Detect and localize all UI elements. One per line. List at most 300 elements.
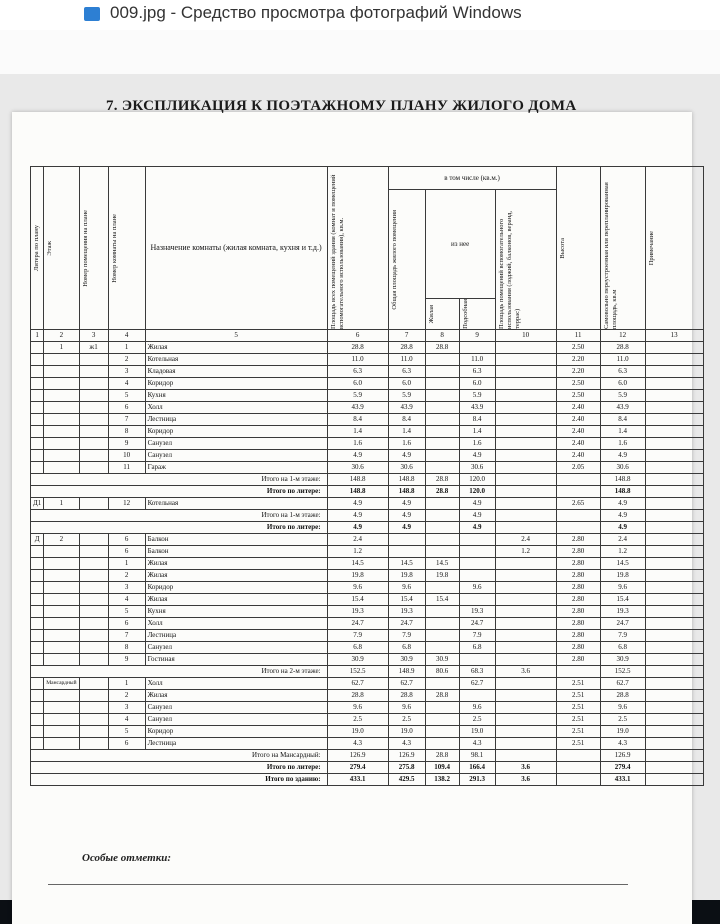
- cell-purpose: Балкон: [145, 534, 327, 546]
- column-index-cell: 7: [388, 330, 425, 342]
- cell-height: 2.80: [556, 534, 600, 546]
- cell-aux: [495, 630, 556, 642]
- table-row: [31, 606, 704, 618]
- cell-height: 2.80: [556, 546, 600, 558]
- cell-premise: [79, 714, 108, 726]
- total-cell-unauth: 148.8: [600, 486, 645, 498]
- cell-purpose: Балкон: [145, 546, 327, 558]
- cell-litera: [31, 618, 44, 630]
- cell-litera: [31, 354, 44, 366]
- cell-unauth: 28.8: [600, 690, 645, 702]
- total-label: Итого по зданию:: [31, 774, 328, 786]
- column-index-cell: 1: [31, 330, 44, 342]
- cell-premise: [79, 702, 108, 714]
- cell-height: 2.40: [556, 438, 600, 450]
- cell-purpose: Коридор: [145, 426, 327, 438]
- cell-room: 3: [108, 366, 145, 378]
- cell-utility: 62.7: [459, 678, 495, 690]
- column-index-cell: 12: [600, 330, 645, 342]
- total-cell-living-premise: 126.9: [388, 750, 425, 762]
- total-cell-height: [556, 510, 600, 522]
- cell-living-premise: 4.3: [388, 738, 425, 750]
- cell-utility: 1.6: [459, 438, 495, 450]
- cell-premise: [79, 438, 108, 450]
- cell-floor: [44, 426, 79, 438]
- table-row: [31, 546, 704, 558]
- litera-total-row: [31, 522, 704, 534]
- col-header-total-area: Площадь всех помещений здания (комнат и помещений вспомогательного использования), кв.м.: [329, 174, 345, 329]
- cell-note: [645, 738, 703, 750]
- cell-height: 2.80: [556, 570, 600, 582]
- total-cell-living-premise: 148.8: [388, 474, 425, 486]
- cell-note: [645, 366, 703, 378]
- column-index-cell: 4: [108, 330, 145, 342]
- cell-floor: [44, 546, 79, 558]
- cell-floor: [44, 462, 79, 474]
- cell-purpose: Санузел: [145, 714, 327, 726]
- cell-room: 7: [108, 414, 145, 426]
- notes-line: [48, 884, 628, 885]
- cell-utility: 43.9: [459, 402, 495, 414]
- cell-litera: [31, 450, 44, 462]
- cell-floor: [44, 690, 79, 702]
- cell-living-premise: 6.3: [388, 366, 425, 378]
- col-header-aux-area: Площадь помещений вспомогательного использования (лоджий, балконов, веранд, террас): [497, 211, 521, 329]
- total-cell-unauth: 126.9: [600, 750, 645, 762]
- cell-living-premise: 24.7: [388, 618, 425, 630]
- cell-unauth: 2.5: [600, 714, 645, 726]
- cell-living: [425, 702, 459, 714]
- cell-unauth: 6.8: [600, 642, 645, 654]
- cell-purpose: Лестница: [145, 414, 327, 426]
- cell-note: [645, 378, 703, 390]
- cell-purpose: Холл: [145, 618, 327, 630]
- cell-note: [645, 702, 703, 714]
- cell-height: 2.50: [556, 342, 600, 354]
- total-cell-unauth: 433.1: [600, 774, 645, 786]
- cell-room: 9: [108, 438, 145, 450]
- cell-litera: [31, 714, 44, 726]
- cell-premise: [79, 414, 108, 426]
- cell-total: 4.9: [327, 450, 388, 462]
- cell-aux: [495, 582, 556, 594]
- cell-utility: 30.6: [459, 462, 495, 474]
- cell-purpose: Холл: [145, 402, 327, 414]
- cell-living: [425, 606, 459, 618]
- cell-living: [425, 726, 459, 738]
- cell-living: [425, 534, 459, 546]
- total-cell-note: [645, 510, 703, 522]
- cell-unauth: 14.5: [600, 558, 645, 570]
- cell-note: [645, 414, 703, 426]
- cell-room: 8: [108, 426, 145, 438]
- cell-room: 6: [108, 402, 145, 414]
- cell-litera: [31, 702, 44, 714]
- litera-total-row: [31, 486, 704, 498]
- cell-litera: [31, 546, 44, 558]
- cell-litera: [31, 738, 44, 750]
- table-row: [31, 678, 704, 690]
- cell-total: 1.6: [327, 438, 388, 450]
- cell-floor: [44, 390, 79, 402]
- cell-living: [425, 390, 459, 402]
- cell-aux: [495, 690, 556, 702]
- cell-room: 5: [108, 390, 145, 402]
- cell-living: [425, 630, 459, 642]
- total-cell-note: [645, 474, 703, 486]
- col-header-floor: Этаж: [46, 240, 54, 256]
- cell-height: 2.40: [556, 414, 600, 426]
- cell-living-premise: 6.0: [388, 378, 425, 390]
- table-row: [31, 450, 704, 462]
- cell-utility: 9.6: [459, 702, 495, 714]
- column-index-cell: 10: [495, 330, 556, 342]
- cell-living-premise: 1.6: [388, 438, 425, 450]
- col-header-utility: Подсобная: [461, 299, 469, 329]
- total-cell-height: [556, 750, 600, 762]
- cell-premise: [79, 654, 108, 666]
- cell-note: [645, 642, 703, 654]
- cell-total: 9.6: [327, 702, 388, 714]
- cell-room: 7: [108, 630, 145, 642]
- cell-floor: [44, 558, 79, 570]
- cell-total: 1.2: [327, 546, 388, 558]
- cell-purpose: Кухня: [145, 606, 327, 618]
- cell-note: [645, 462, 703, 474]
- cell-living-premise: 5.9: [388, 390, 425, 402]
- cell-unauth: 15.4: [600, 594, 645, 606]
- cell-utility: 5.9: [459, 390, 495, 402]
- cell-aux: [495, 714, 556, 726]
- total-cell-height: [556, 666, 600, 678]
- cell-room: 10: [108, 450, 145, 462]
- cell-litera: [31, 378, 44, 390]
- total-cell-total: 4.9: [327, 522, 388, 534]
- cell-total: 6.0: [327, 378, 388, 390]
- column-index-cell: 11: [556, 330, 600, 342]
- cell-total: 19.8: [327, 570, 388, 582]
- cell-living-premise: 4.9: [388, 498, 425, 510]
- cell-height: 2.80: [556, 558, 600, 570]
- cell-room: 4: [108, 378, 145, 390]
- table-row: [31, 498, 704, 510]
- total-cell-living-premise: 148.9: [388, 666, 425, 678]
- cell-utility: [459, 690, 495, 702]
- cell-total: 30.6: [327, 462, 388, 474]
- total-cell-utility: 166.4: [459, 762, 495, 774]
- table-row: [31, 558, 704, 570]
- total-cell-aux: 3.6: [495, 762, 556, 774]
- cell-living: [425, 546, 459, 558]
- cell-room: 3: [108, 582, 145, 594]
- table-row: [31, 402, 704, 414]
- total-label: Итого на Мансардный:: [31, 750, 328, 762]
- cell-premise: [79, 570, 108, 582]
- cell-litera: [31, 438, 44, 450]
- total-cell-height: [556, 762, 600, 774]
- cell-utility: 4.3: [459, 738, 495, 750]
- cell-utility: 19.0: [459, 726, 495, 738]
- cell-unauth: 1.4: [600, 426, 645, 438]
- total-cell-utility: 120.0: [459, 474, 495, 486]
- cell-note: [645, 582, 703, 594]
- total-cell-note: [645, 666, 703, 678]
- cell-height: 2.80: [556, 618, 600, 630]
- cell-premise: [79, 618, 108, 630]
- total-cell-utility: 98.1: [459, 750, 495, 762]
- cell-unauth: 28.8: [600, 342, 645, 354]
- cell-room: 1: [108, 678, 145, 690]
- cell-litera: [31, 414, 44, 426]
- cell-unauth: 4.9: [600, 498, 645, 510]
- cell-total: 6.3: [327, 366, 388, 378]
- cell-height: 2.80: [556, 630, 600, 642]
- total-cell-height: [556, 486, 600, 498]
- cell-living: [425, 618, 459, 630]
- cell-note: [645, 654, 703, 666]
- cell-purpose: Коридор: [145, 378, 327, 390]
- cell-utility: [459, 654, 495, 666]
- column-index-cell: 13: [645, 330, 703, 342]
- cell-height: 2.40: [556, 402, 600, 414]
- total-cell-aux: [495, 474, 556, 486]
- cell-living-premise: 62.7: [388, 678, 425, 690]
- cell-premise: [79, 450, 108, 462]
- cell-height: 2.51: [556, 714, 600, 726]
- total-cell-height: [556, 522, 600, 534]
- total-cell-total: 126.9: [327, 750, 388, 762]
- cell-aux: [495, 450, 556, 462]
- cell-aux: [495, 402, 556, 414]
- table-row: [31, 570, 704, 582]
- total-cell-total: 148.8: [327, 474, 388, 486]
- explication-table-wrap: [30, 166, 704, 786]
- cell-height: 2.51: [556, 738, 600, 750]
- cell-note: [645, 570, 703, 582]
- table-row: [31, 378, 704, 390]
- cell-premise: [79, 582, 108, 594]
- cell-living-premise: 7.9: [388, 630, 425, 642]
- cell-living: [425, 678, 459, 690]
- total-cell-aux: [495, 750, 556, 762]
- cell-room: 2: [108, 570, 145, 582]
- cell-utility: 24.7: [459, 618, 495, 630]
- cell-living-premise: 8.4: [388, 414, 425, 426]
- cell-unauth: 62.7: [600, 678, 645, 690]
- cell-utility: 11.0: [459, 354, 495, 366]
- table-row: [31, 342, 704, 354]
- cell-aux: [495, 618, 556, 630]
- cell-purpose: Холл: [145, 678, 327, 690]
- cell-aux: [495, 726, 556, 738]
- cell-floor: [44, 366, 79, 378]
- cell-aux: [495, 678, 556, 690]
- cell-aux: 2.4: [495, 534, 556, 546]
- cell-premise: [79, 606, 108, 618]
- table-row: [31, 594, 704, 606]
- total-cell-total: 433.1: [327, 774, 388, 786]
- explication-table: [30, 166, 704, 786]
- cell-living: [425, 738, 459, 750]
- cell-utility: 6.8: [459, 642, 495, 654]
- table-row: [31, 702, 704, 714]
- column-index-cell: 5: [145, 330, 327, 342]
- cell-height: 2.40: [556, 450, 600, 462]
- cell-floor: [44, 354, 79, 366]
- cell-floor: [44, 402, 79, 414]
- cell-unauth: 30.6: [600, 462, 645, 474]
- cell-utility: [459, 342, 495, 354]
- cell-litera: [31, 366, 44, 378]
- table-row: [31, 366, 704, 378]
- total-cell-note: [645, 486, 703, 498]
- cell-room: 2: [108, 690, 145, 702]
- cell-purpose: Жилая: [145, 570, 327, 582]
- cell-floor: [44, 738, 79, 750]
- cell-purpose: Гараж: [145, 462, 327, 474]
- cell-premise: [79, 426, 108, 438]
- cell-total: 2.4: [327, 534, 388, 546]
- cell-height: 2.20: [556, 366, 600, 378]
- cell-aux: [495, 342, 556, 354]
- total-cell-total: 152.5: [327, 666, 388, 678]
- cell-unauth: 8.4: [600, 414, 645, 426]
- table-row: [31, 354, 704, 366]
- cell-aux: [495, 354, 556, 366]
- cell-floor: [44, 414, 79, 426]
- cell-unauth: 19.8: [600, 570, 645, 582]
- cell-height: 2.80: [556, 606, 600, 618]
- cell-purpose: Жилая: [145, 690, 327, 702]
- cell-room: 1: [108, 558, 145, 570]
- cell-note: [645, 498, 703, 510]
- floor-total-row: [31, 666, 704, 678]
- total-cell-living: 28.8: [425, 486, 459, 498]
- cell-total: 43.9: [327, 402, 388, 414]
- cell-living-premise: 4.9: [388, 450, 425, 462]
- cell-height: 2.80: [556, 582, 600, 594]
- cell-floor: [44, 642, 79, 654]
- total-label: Итого на 1-м этаже:: [31, 474, 328, 486]
- cell-room: 3: [108, 702, 145, 714]
- cell-total: 11.0: [327, 354, 388, 366]
- cell-room: 2: [108, 354, 145, 366]
- cell-utility: 19.3: [459, 606, 495, 618]
- floor-total-row: [31, 750, 704, 762]
- cell-utility: [459, 534, 495, 546]
- cell-floor: [44, 630, 79, 642]
- cell-living: [425, 378, 459, 390]
- cell-unauth: 5.9: [600, 390, 645, 402]
- total-cell-unauth: 152.5: [600, 666, 645, 678]
- table-row: [31, 654, 704, 666]
- table-row: [31, 690, 704, 702]
- cell-living-premise: 30.9: [388, 654, 425, 666]
- cell-litera: [31, 558, 44, 570]
- cell-room: 4: [108, 594, 145, 606]
- col-header-room-number: Номер комнаты на плане: [110, 213, 118, 283]
- cell-living-premise: 43.9: [388, 402, 425, 414]
- cell-utility: 6.3: [459, 366, 495, 378]
- cell-litera: [31, 570, 44, 582]
- cell-total: 24.7: [327, 618, 388, 630]
- cell-premise: [79, 390, 108, 402]
- cell-purpose: Кухня: [145, 390, 327, 402]
- cell-purpose: Гостиная: [145, 654, 327, 666]
- cell-purpose: Котельная: [145, 354, 327, 366]
- cell-note: [645, 606, 703, 618]
- cell-height: 2.51: [556, 702, 600, 714]
- cell-floor: 1: [44, 342, 79, 354]
- cell-room: 12: [108, 498, 145, 510]
- total-cell-living: 28.8: [425, 750, 459, 762]
- cell-unauth: 4.9: [600, 450, 645, 462]
- cell-unauth: 4.3: [600, 738, 645, 750]
- table-row: [31, 582, 704, 594]
- total-cell-utility: 291.3: [459, 774, 495, 786]
- cell-living: [425, 450, 459, 462]
- cell-height: 2.50: [556, 378, 600, 390]
- cell-litera: [31, 594, 44, 606]
- cell-aux: [495, 426, 556, 438]
- total-label: Итого по литере:: [31, 522, 328, 534]
- cell-living-premise: 9.6: [388, 582, 425, 594]
- cell-note: [645, 690, 703, 702]
- cell-living: [425, 462, 459, 474]
- cell-litera: [31, 606, 44, 618]
- cell-unauth: 1.6: [600, 438, 645, 450]
- col-header-sub: из нее: [425, 190, 495, 299]
- cell-total: 5.9: [327, 390, 388, 402]
- table-row: [31, 438, 704, 450]
- total-cell-living-premise: 4.9: [388, 522, 425, 534]
- cell-unauth: 7.9: [600, 630, 645, 642]
- cell-height: 2.05: [556, 462, 600, 474]
- total-cell-living: 80.6: [425, 666, 459, 678]
- cell-total: 28.8: [327, 690, 388, 702]
- cell-litera: [31, 726, 44, 738]
- cell-living-premise: 28.8: [388, 690, 425, 702]
- litera-total-row: [31, 774, 704, 786]
- cell-room: 9: [108, 654, 145, 666]
- cell-litera: [31, 630, 44, 642]
- cell-room: 6: [108, 738, 145, 750]
- litera-total-row: [31, 762, 704, 774]
- cell-living: 14.5: [425, 558, 459, 570]
- cell-room: 4: [108, 714, 145, 726]
- cell-note: [645, 402, 703, 414]
- cell-unauth: 19.0: [600, 726, 645, 738]
- cell-utility: 7.9: [459, 630, 495, 642]
- total-cell-note: [645, 774, 703, 786]
- cell-living: [425, 642, 459, 654]
- total-label: Итого на 2-м этаже:: [31, 666, 328, 678]
- cell-room: 5: [108, 726, 145, 738]
- cell-litera: [31, 390, 44, 402]
- cell-purpose: Коридор: [145, 726, 327, 738]
- cell-purpose: Лестница: [145, 738, 327, 750]
- total-cell-note: [645, 762, 703, 774]
- cell-premise: [79, 690, 108, 702]
- cell-height: 2.51: [556, 726, 600, 738]
- cell-purpose: Жилая: [145, 342, 327, 354]
- cell-floor: [44, 714, 79, 726]
- cell-note: [645, 678, 703, 690]
- cell-note: [645, 630, 703, 642]
- cell-aux: [495, 558, 556, 570]
- cell-aux: [495, 378, 556, 390]
- cell-total: 2.5: [327, 714, 388, 726]
